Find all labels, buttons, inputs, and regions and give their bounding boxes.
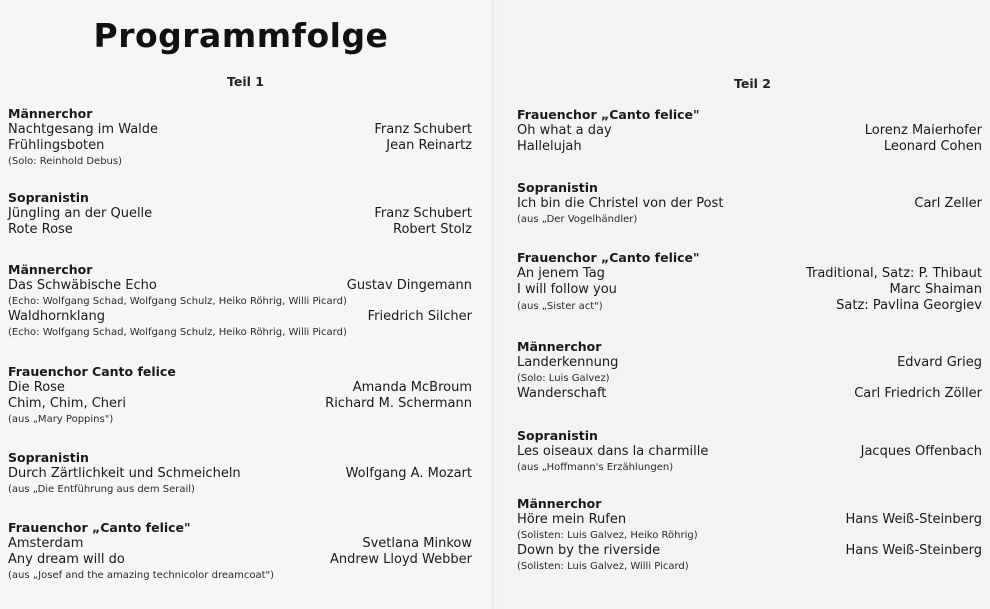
composer-name: Wolfgang A. Mozart [345,466,472,481]
piece-note-row [8,325,472,340]
piece-note: (aus „Die Entführung aus dem Serail) [8,484,195,495]
program-item [517,512,982,528]
piece-title: Chim, Chim, Cheri [8,396,126,411]
piece-title: An jenem Tag [517,266,605,281]
composer-name: Andrew Lloyd Webber [329,552,472,567]
composer-name: Franz Schubert [374,206,472,221]
piece-title: I will follow you [517,282,617,297]
piece-title: Die Rose [8,380,65,395]
program-item [8,536,472,552]
composer-name: Richard M. Schermann [325,396,472,411]
section-title: Sopranistin [517,180,598,195]
program-item [8,122,472,138]
piece-title: Wanderschaft [517,386,607,401]
composer-name: Robert Stolz [393,222,472,237]
program-section [8,364,472,427]
program-item [517,282,982,298]
piece-note: (Solo: Luis Galvez) [517,373,610,384]
section-title: Männerchor [517,496,602,511]
program-item [8,396,472,412]
program-section [8,262,472,340]
page-title: Programmfolge [93,16,389,55]
program-section [517,250,982,314]
piece-title: Les oiseaux dans la charmille [517,444,709,459]
composer-name: Marc Shaiman [889,282,982,297]
program-section [517,180,982,227]
section-title: Sopranistin [8,190,89,205]
section-title: Frauenchor „Canto felice" [517,107,700,122]
program-item [517,123,982,139]
piece-note-row [517,212,982,227]
section-title: Männerchor [8,106,93,121]
piece-title: Waldhornklang [8,309,105,324]
part-1-heading: Teil 1 [227,74,264,89]
piece-note: (Echo: Wolfgang Schad, Wolfgang Schulz, Heiko Röhrig, Willi Picard) [8,296,347,307]
part-2-heading: Teil 2 [734,76,771,91]
composer-name: Hans Weiß-Steinberg [845,512,982,527]
piece-title: Amsterdam [8,536,84,551]
program-section [8,450,472,497]
piece-note: (Solo: Reinhold Debus) [8,156,122,167]
section-title: Männerchor [517,339,602,354]
program-item [517,386,982,402]
program-section [517,339,982,402]
piece-title: Jüngling an der Quelle [8,206,153,221]
program-item [517,355,982,371]
program-item [517,298,982,314]
piece-title: Any dream will do [8,552,125,567]
left-page [0,0,492,609]
composer-name: Jean Reinartz [386,138,472,153]
piece-note-row [8,412,472,427]
piece-title: Rote Rose [8,222,73,237]
program-item [517,444,982,460]
piece-title: Frühlingsboten [8,138,105,153]
piece-note-row [8,482,472,497]
composer-name: Carl Friedrich Zöller [854,386,982,401]
program-section [517,428,982,475]
program-section [8,190,472,238]
piece-note-row [517,528,982,543]
composer-name: Leonard Cohen [883,139,982,154]
program-section [8,106,472,169]
piece-note-row [8,568,472,583]
piece-title: Landerkennung [517,355,619,370]
composer-name: Gustav Dingemann [346,278,472,293]
piece-title: Down by the riverside [517,543,661,558]
piece-title: Durch Zärtlichkeit und Schmeicheln [8,466,241,481]
program-item [8,138,472,154]
section-title: Frauenchor Canto felice [8,364,176,379]
program-item [8,309,472,325]
composer-name: Satz: Pavlina Georgiev [836,298,982,313]
program-item [517,266,982,282]
composer-name: Svetlana Minkow [362,536,472,551]
piece-note-row [517,460,982,475]
program-item [517,543,982,559]
composer-name: Edvard Grieg [897,355,982,370]
piece-title: Das Schwäbische Echo [8,278,157,293]
composer-name: Carl Zeller [914,196,982,211]
composer-name: Traditional, Satz: P. Thibaut [805,266,982,281]
composer-name: Hans Weiß-Steinberg [845,543,982,558]
piece-title: Oh what a day [517,123,612,138]
right-page [498,0,990,609]
program-item [8,206,472,222]
piece-note: (aus „Mary Poppins") [8,414,114,425]
piece-title: Höre mein Rufen [517,512,627,527]
piece-note: (Solisten: Luis Galvez, Heiko Röhrig) [517,530,698,541]
piece-note: (aus „Sister act") [517,301,603,312]
program-section [8,520,472,583]
program-section [517,107,982,155]
program-item [8,552,472,568]
composer-name: Franz Schubert [374,122,472,137]
piece-title: Ich bin die Christel von der Post [517,196,724,211]
piece-note: (aus „Der Vogelhändler) [517,214,638,225]
program-item [8,380,472,396]
composer-name: Friedrich Silcher [367,309,472,324]
section-title: Frauenchor „Canto felice" [517,250,700,265]
program-item [517,196,982,212]
program-item [8,466,472,482]
composer-name: Jacques Offenbach [860,444,982,459]
composer-name: Amanda McBroum [352,380,472,395]
program-item [517,139,982,155]
piece-note-row [8,294,472,309]
piece-note: (aus „Josef and the amazing technicolor dreamcoat") [8,570,275,581]
piece-note-row [8,154,472,169]
piece-note-row [517,371,982,386]
piece-title: Hallelujah [517,139,582,154]
composer-name: Lorenz Maierhofer [864,123,982,138]
section-title: Männerchor [8,262,93,277]
piece-note-row [517,559,982,574]
program-section [517,496,982,574]
section-title: Sopranistin [8,450,89,465]
section-title: Frauenchor „Canto felice" [8,520,191,535]
program-item [8,278,472,294]
piece-note: (aus „Hoffmann's Erzählungen) [517,462,674,473]
piece-title: Nachtgesang im Walde [8,122,159,137]
program-item [8,222,472,238]
section-title: Sopranistin [517,428,598,443]
piece-note: (Solisten: Luis Galvez, Willi Picard) [517,561,689,572]
piece-note: (Echo: Wolfgang Schad, Wolfgang Schulz, Heiko Röhrig, Willi Picard) [8,327,347,338]
